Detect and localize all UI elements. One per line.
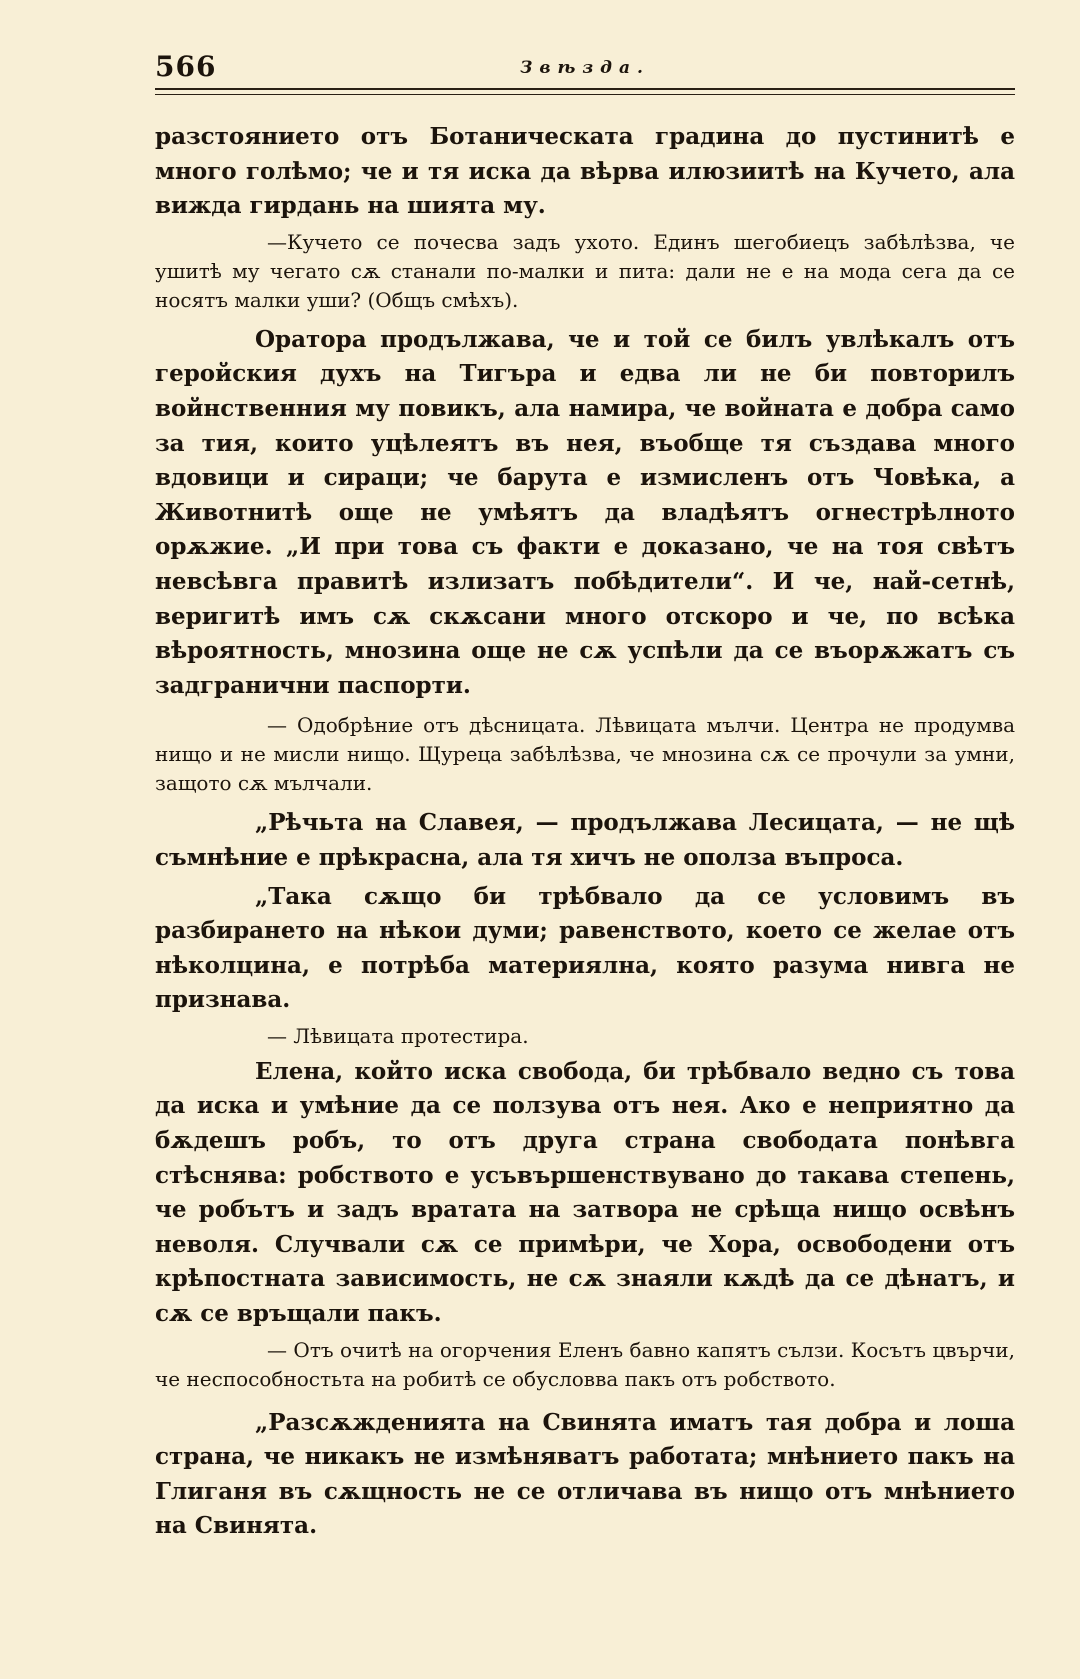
body-text bbox=[155, 120, 1015, 1544]
header-rule-thin bbox=[155, 94, 1015, 95]
running-title: Звѣзда. bbox=[520, 58, 650, 78]
paragraph: Оратора продължава, че и той се билъ увлѣкалъ отъ геройския духъ на Тигъра и едва ли не би повторилъ войнственния му повикъ, ала намира, че войната е добра само за тия, които уцѣлеятъ въ нея, въобще тя създава много вдовици и сираци; че барута е измисленъ отъ Човѣка, а Животнитѣ още не умѣятъ да владѣятъ огнестрѣлното орѫжие. „И при това съ факти е доказано, че на тоя свѣтъ невсѣвга правитѣ излизатъ побѣдители“. И че, най-сетнѣ, веригитѣ имъ сѫ скѫсани много отскоро и че, по всѣка вѣроятность, мнозина още не сѫ успѣли да се въорѫжатъ съ задгранични паспорти. bbox=[155, 325, 1015, 699]
paragraph: „Разсѫжденията на Свинята иматъ тая добра и лоша страна, че никакъ не измѣняватъ работата; мнѣнието пакъ на Глиганя въ сѫщность не се отличава въ нищо отъ мнѣнието на Свинята. bbox=[155, 1408, 1015, 1540]
paragraph-remark: —Кучето се почесва задъ ухото. Единъ шегобиецъ забѣлѣзва, че ушитѣ му чегато сѫ станали по-малки и пита: дали не е на мода сега да се носятъ малки уши? (Общъ смѣхъ). bbox=[155, 229, 1015, 312]
paragraph-remark: — Лѣвицата протестира. bbox=[267, 1023, 529, 1048]
paragraph: разстоянието отъ Ботаническата градина до пустинитѣ е много голѣмо; че и тя иска да вѣрва илюзиитѣ на Кучето, ала вижда гирдань на шията му. bbox=[155, 123, 1015, 220]
paragraph-remark: — Отъ очитѣ на огорчения Еленъ бавно капятъ сълзи. Косътъ цвърчи, че неспособностьта на робитѣ се обусловва пакъ отъ робството. bbox=[155, 1337, 1015, 1391]
book-page bbox=[155, 40, 1015, 1540]
paragraph: Елена, който иска свобода, би трѣбвало ведно съ това да иска и умѣние да се ползува отъ нея. Ако е неприятно да бѫдешъ робъ, то отъ друга страна свободата понѣвга стѣснява: робството е усъвършенствувано до такава степень, че робътъ и задъ вратата на затвора не срѣща нищо освѣнъ неволя. Случвали сѫ се примѣри, че Хора, освободени отъ крѣпостната зависимость, не сѫ знаяли кѫдѣ да се дѣнатъ, и сѫ се връщали пакъ. bbox=[155, 1057, 1015, 1328]
paragraph: „Така сѫщо би трѣбвало да се условимъ въ разбирането на нѣкои думи; равенството, което се желае отъ нѣколцина, е потрѣба материялна, която разума нивга не признава. bbox=[155, 882, 1015, 1014]
header-rule bbox=[155, 88, 1015, 90]
page-number: 566 bbox=[155, 50, 217, 83]
paragraph: „Рѣчьта на Славея, — продължава Лесицата, — не щѣ съмнѣние е прѣкрасна, ала тя хичъ не ополза въпроса. bbox=[155, 809, 1015, 871]
paragraph-remark: — Одобрѣние отъ дѣсницата. Лѣвицата мълчи. Центра не продумва нищо и не мисли нищо. Щуреца забѣлѣзва, че мнозина сѫ се прочули за умни, защото сѫ мълчали. bbox=[155, 713, 1015, 796]
page-header bbox=[155, 40, 1015, 88]
